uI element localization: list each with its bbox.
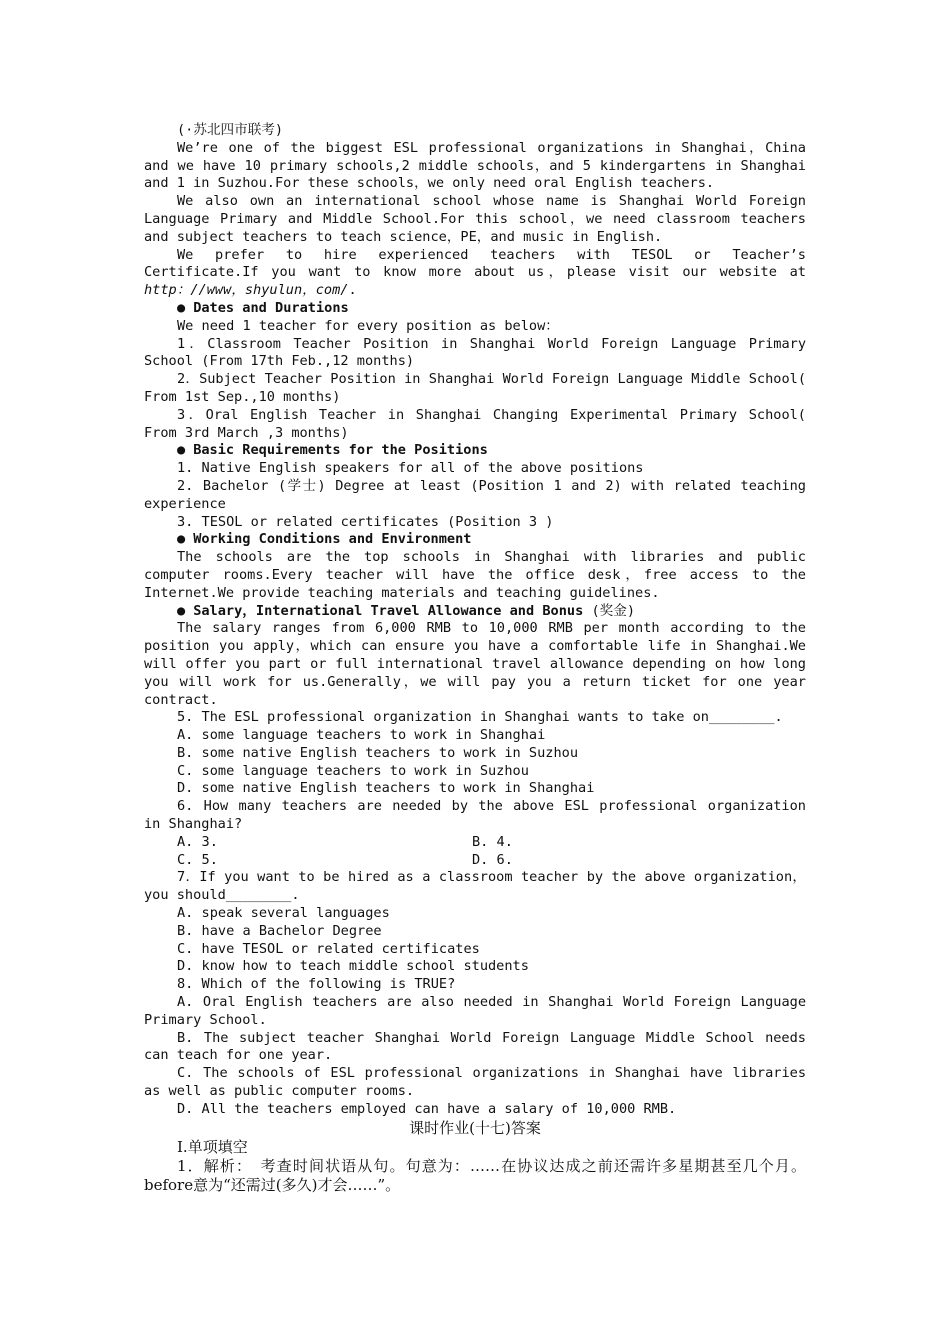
question-8-option: D. All the teachers employed can have a salary of 10,000 RMB. — [177, 1100, 677, 1117]
intro-paragraph-1: We’re one of the biggest ESL professional organizations in Shanghai，China and we have 10 primary schools,2 middle schools，and 5 kindergartens in Shanghai and 1 in Suzhou.For these schools，we only need oral English teachers. — [144, 139, 806, 192]
requirement-item: 3. TESOL or related certificates (Position 3 ) — [177, 513, 554, 530]
document-page — [144, 122, 806, 1195]
section-conditions-title: Working Conditions and Environment — [193, 531, 472, 548]
bullet-icon: ● — [177, 602, 186, 619]
section-dates-title: Dates and Durations — [193, 299, 349, 316]
section-requirements-heading — [144, 442, 806, 460]
question-7-option: A. speak several languages — [177, 905, 390, 922]
question-7-option: B. have a Bachelor Degree — [177, 922, 382, 939]
answer-title: 课时作业(十七)答案 — [409, 1118, 541, 1137]
question-8-stem: 8. Which of the following is TRUE? — [177, 976, 456, 993]
requirement-item: 1. Native English speakers for all of the above positions — [177, 460, 644, 477]
position-item: 3．Oral English Teacher in Shanghai Changing Experimental Primary School( From 3rd March ,3 months) — [144, 406, 806, 441]
question-5-option: B. some native English teachers to work in Suzhou — [177, 744, 579, 761]
source-note: (·苏北四市联考) — [177, 122, 284, 138]
bullet-icon: ● — [177, 531, 186, 548]
question-5-option: C. some language teachers to work in Suzhou — [177, 762, 529, 779]
question-6-option: C. 5. — [177, 851, 218, 868]
question-5-option: D. some native English teachers to work in Shanghai — [177, 780, 595, 797]
requirement-item: 2. Bachelor (学士) Degree at least (Position 1 and 2) with related teaching experience — [144, 477, 806, 512]
section-salary-title-cn: (奖金) — [591, 602, 636, 619]
question-7-stem: 7．If you want to be hired as a classroom teacher by the above organization，you should________. — [144, 869, 806, 904]
bullet-icon: ● — [177, 299, 186, 316]
position-item: 2．Subject Teacher Position in Shanghai World Foreign Language Middle School( From 1st Sep.,10 months) — [144, 371, 806, 405]
section-salary-heading — [144, 603, 806, 621]
section-conditions-text: The schools are the top schools in Shanghai with libraries and public computer rooms.Every teacher will have the office desk，free access to the Internet.We provide teaching materials and teaching guidelines. — [144, 549, 806, 601]
question-6-option: B. 4. — [472, 833, 513, 850]
question-6-options-row — [144, 852, 806, 870]
position-item: 1．Classroom Teacher Position in Shanghai World Foreign Language Primary School (From 17th Feb.,12 months) — [144, 335, 806, 370]
answer-section-heading: Ⅰ.单项填空 — [177, 1137, 248, 1156]
para3-end: . — [348, 282, 357, 299]
question-7-option: C. have TESOL or related certificates — [177, 940, 480, 957]
question-5-stem: 5. The ESL professional organization in Shanghai wants to take on________. — [177, 709, 783, 726]
question-8-option: C. The schools of ESL professional organizations in Shanghai have libraries as well as public computer rooms. — [144, 1065, 806, 1100]
bullet-icon: ● — [177, 442, 186, 459]
question-6-options-row — [144, 834, 806, 852]
question-6-option: A. 3. — [177, 833, 218, 850]
intro-paragraph-3 — [144, 247, 806, 300]
question-6-option: D. 6. — [472, 851, 513, 868]
section-conditions-heading — [144, 531, 806, 549]
para3-text: We prefer to hire experienced teachers with TESOL or Teacher’s Certificate.If you want to know more about us，please visit our website at — [144, 246, 806, 281]
website-link[interactable]: http：//www，shyulun，com/ — [144, 282, 349, 299]
section-dates-intro: We need 1 teacher for every position as below： — [177, 317, 559, 334]
section-salary-text: The salary ranges from 6,000 RMB to 10,000 RMB per month according to the position you apply，which can ensure you have a comfortable life in Shanghai.We will offer you part or full international travel allowance depending on how long you will work for us.Generally，we will pay you a return ticket for one year contract. — [144, 620, 806, 708]
question-7-option: D. know how to teach middle school students — [177, 958, 529, 975]
intro-paragraph-2: We also own an international school whose name is Shanghai World Foreign Language Primary and Middle School.For this school，we need classroom teachers and subject teachers to teach science，PE，and music in English. — [144, 193, 806, 245]
section-dates-heading — [144, 300, 806, 318]
question-5-option: A. some language teachers to work in Shanghai — [177, 727, 546, 744]
section-requirements-title: Basic Requirements for the Positions — [193, 442, 488, 459]
section-salary-title: Salary，International Travel Allowance and Bonus — [193, 602, 584, 619]
question-8-option: A. Oral English teachers are also needed in Shanghai World Foreign Language Primary School. — [144, 994, 806, 1028]
question-8-option: B. The subject teacher Shanghai World Foreign Language Middle School needs can teach for one year. — [144, 1029, 806, 1064]
answer-1-explanation: 1．解析： 考查时间状语从句。句意为：……在协议达成之前还需许多星期甚至几个月。before意为“还需过(多久)才会……”。 — [144, 1156, 806, 1194]
question-6-stem: 6. How many teachers are needed by the above ESL professional organization in Shanghai? — [144, 798, 806, 833]
